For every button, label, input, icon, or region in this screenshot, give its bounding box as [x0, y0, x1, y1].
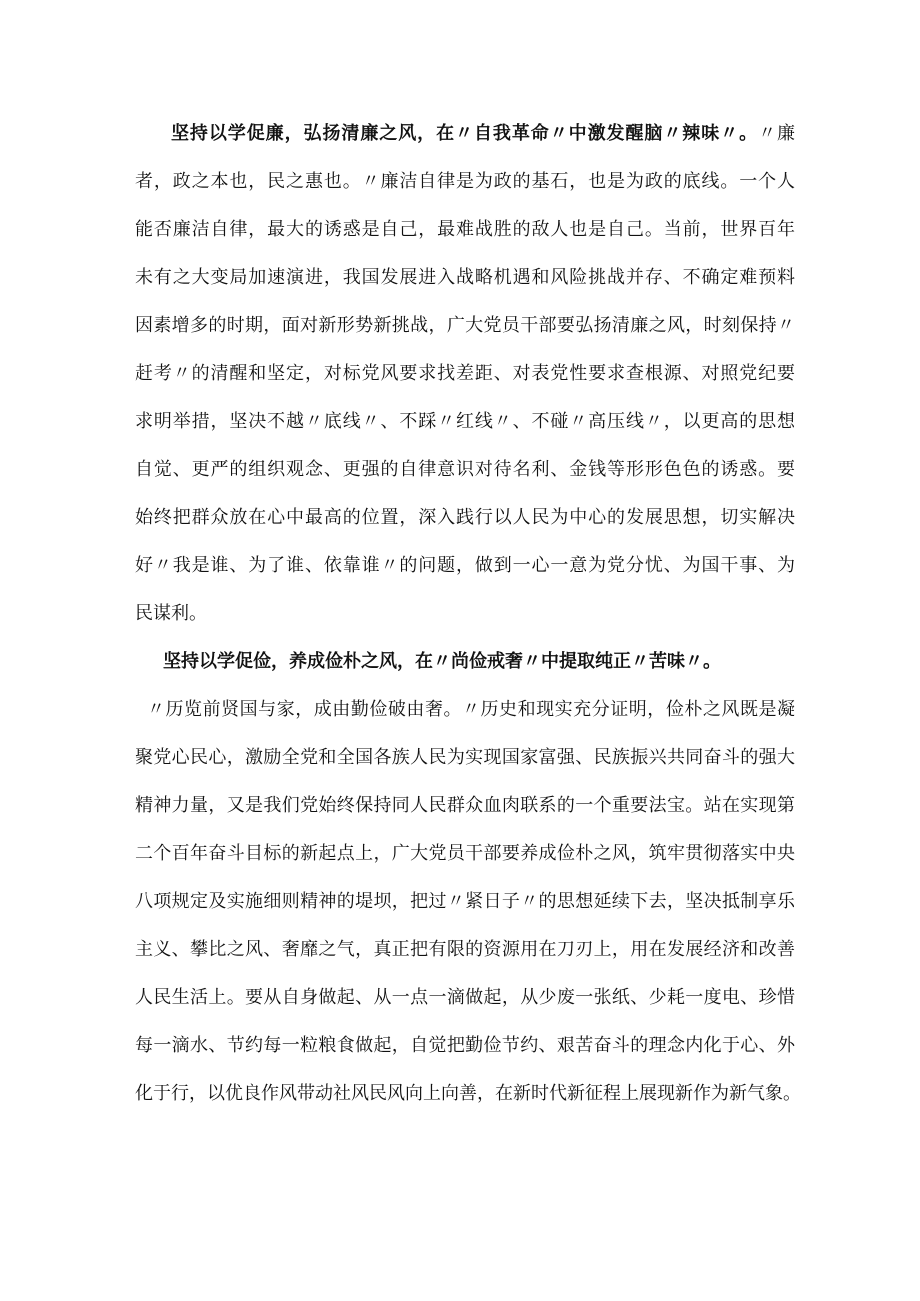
section-2-line-2: 精神力量，又是我们党始终保持同人民群众血肉联系的一个重要法宝。站在实现第: [135, 795, 795, 816]
section-1-line-8: 始终把群众放在心中最高的位置，深入践行以人民为中心的发展思想，切实解决: [135, 507, 795, 528]
section-1-line-0: 〃廉: [758, 123, 795, 144]
section-1-heading: 坚持以学促廉，弘扬清廉之风，在〃自我革命〃中激发醒脑〃辣味〃。: [171, 123, 759, 144]
section-2-line-1: 聚党心民心，激励全党和全国各族人民为实现国家富强、民族振兴共同奋斗的强大: [135, 747, 795, 768]
section-1-line-3: 未有之大变局加速演进，我国发展进入战略机遇和风险挑战并存、不确定难预料: [135, 267, 795, 288]
section-2-line-5: 主义、攀比之风、奢靡之气，真正把有限的资源用在刀刃上，用在发展经济和改善: [135, 939, 795, 960]
section-1-line-7: 自觉、更严的组织观念、更强的自律意识对待名利、金钱等形形色色的诱惑。要: [135, 459, 795, 480]
section-1-first-line: [135, 110, 795, 158]
section-1-line-4: 因素增多的时期，面对新形势新挑战，广大党员干部要弘扬清廉之风，时刻保持〃: [135, 315, 795, 336]
section-1-line-10: 民谋利。: [135, 603, 207, 624]
section-1-line-5: 赶考〃的清醒和坚定，对标党风要求找差距、对表党性要求查根源、对照党纪要: [135, 363, 795, 384]
section-2-line-7: 每一滴水、节约每一粒粮食做起，自觉把勤俭节约、艰苦奋斗的理念内化于心、外: [135, 1035, 795, 1056]
section-1-line-6: 求明举措，坚决不越〃底线〃、不踩〃红线〃、不碰〃高压线〃，以更高的思想: [135, 411, 795, 432]
section-1-line-9: 好〃我是谁、为了谁、依靠谁〃的问题，做到一心一意为党分忧、为国干事、为: [135, 555, 795, 576]
section-1: [135, 110, 795, 638]
section-2-line-8: 化于行，以优良作风带动社风民风向上向善，在新时代新征程上展现新作为新气象。: [135, 1083, 801, 1104]
section-1-line-1: 者，政之本也，民之惠也。〃廉洁自律是为政的基石，也是为政的底线。一个人: [135, 171, 795, 192]
section-2-line-3: 二个百年奋斗目标的新起点上，广大党员干部要养成俭朴之风，筑牢贯彻落实中央: [135, 843, 795, 864]
section-2-line-4: 八项规定及实施细则精神的堤坝，把过〃紧日子〃的思想延续下去，坚决抵制享乐: [135, 891, 795, 912]
section-2-line-0: 〃历览前贤国与家，成由勤俭破由奢。〃历史和现实充分证明，俭朴之风既是凝: [147, 699, 795, 720]
section-2-line-6: 人民生活上。要从自身做起、从一点一滴做起，从少废一张纸、少耗一度电、珍惜: [135, 987, 795, 1008]
section-2-heading: 坚持以学促俭，养成俭朴之风，在〃尚俭戒奢〃中提取纯正〃苦味〃。: [163, 651, 721, 672]
section-1-line-2: 能否廉洁自律，最大的诱惑是自己，最难战胜的敌人也是自己。当前，世界百年: [135, 219, 795, 240]
section-2: [135, 638, 801, 1118]
